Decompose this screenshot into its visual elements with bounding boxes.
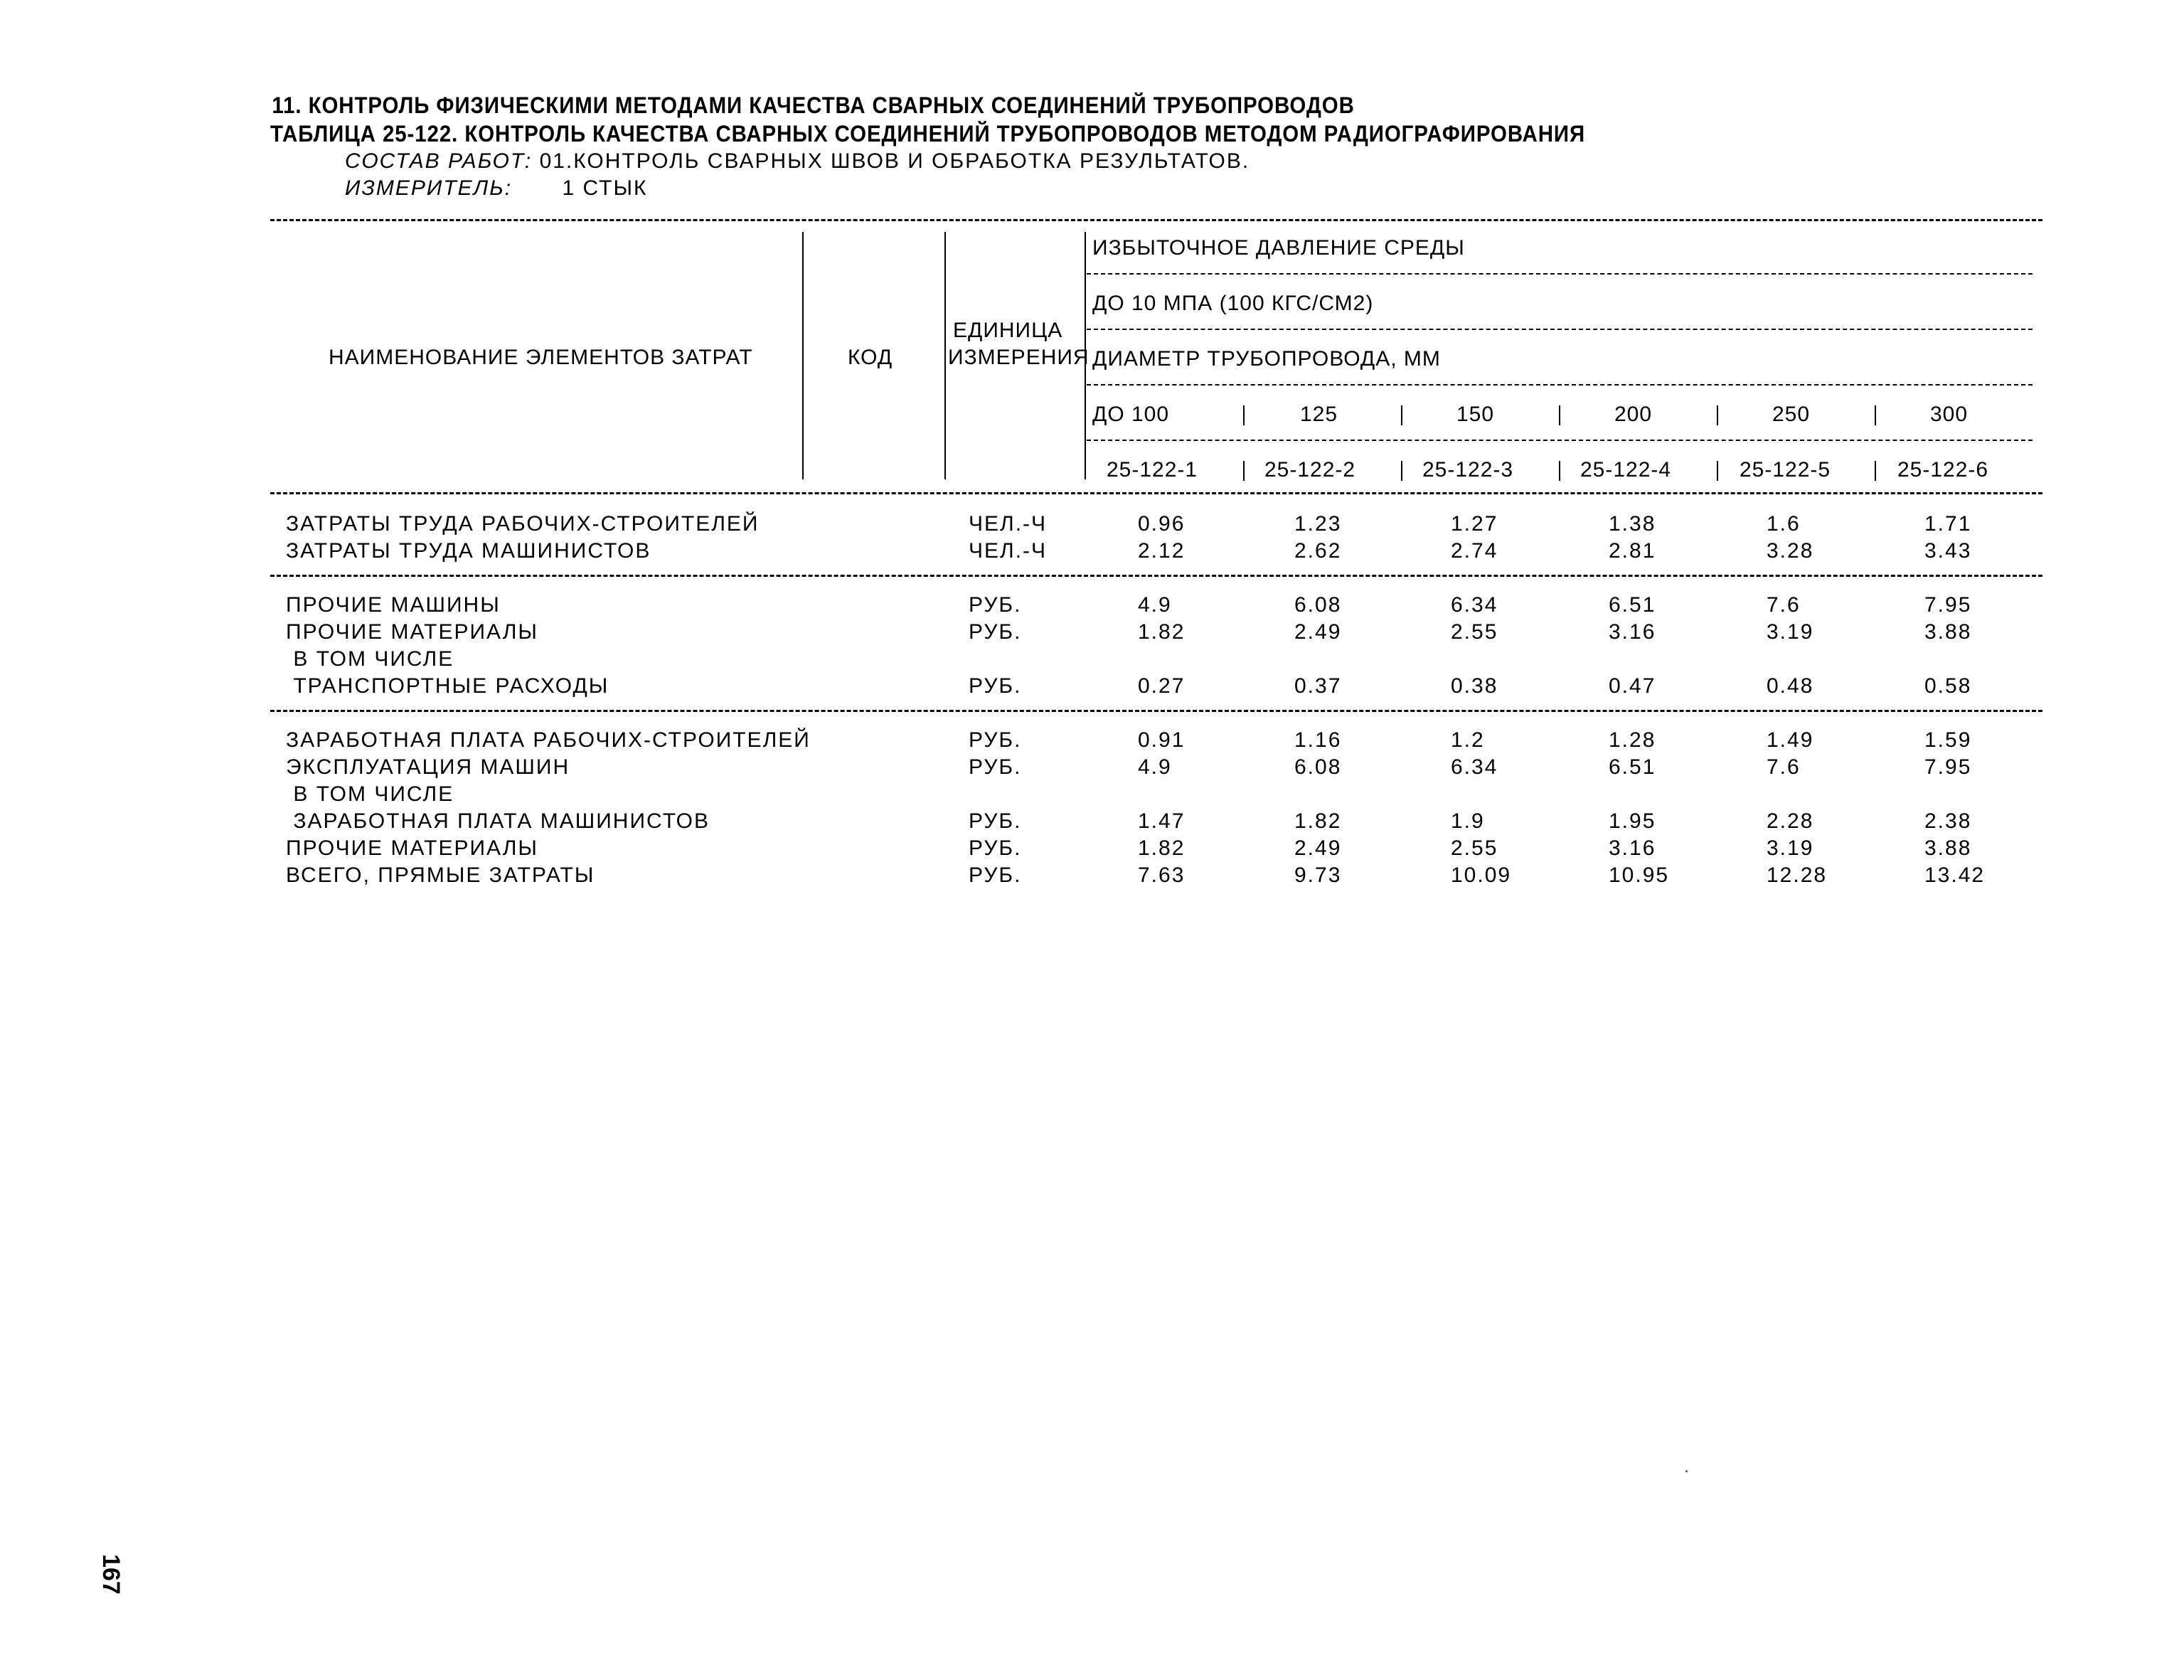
- row-value: 1.95: [1609, 809, 1656, 833]
- row-value: 6.51: [1609, 755, 1656, 779]
- row-name: ВСЕГО, ПРЯМЫЕ ЗАТРАТЫ: [286, 863, 595, 887]
- row-value: 3.19: [1767, 836, 1814, 860]
- header-code-value: 25-122-6: [1897, 458, 1989, 482]
- row-value: 0.48: [1767, 674, 1814, 698]
- row-value: 7.63: [1138, 863, 1186, 887]
- header-column-separator: [1875, 405, 1876, 425]
- header-diameter-value: 125: [1300, 403, 1338, 426]
- table-row: [0, 809, 2184, 836]
- row-value: 2.12: [1138, 539, 1186, 563]
- row-value: 1.23: [1294, 512, 1342, 536]
- measure-value: 1 СТЫК: [562, 176, 648, 200]
- header-diameter-value: 200: [1614, 403, 1653, 426]
- header-column-separator: [1559, 405, 1560, 425]
- table-row: [0, 782, 2184, 809]
- table-row: [0, 755, 2184, 782]
- section-title: 11. КОНТРОЛЬ ФИЗИЧЕСКИМИ МЕТОДАМИ КАЧЕСТВА СВАРНЫХ СОЕДИНЕНИЙ ТРУБОПРОВОДОВ: [272, 92, 1355, 118]
- header-divider: [802, 232, 804, 479]
- row-value: 10.09: [1451, 863, 1512, 887]
- row-value: 3.16: [1609, 836, 1656, 860]
- row-value: 0.58: [1924, 674, 1972, 698]
- row-name: В ТОМ ЧИСЛЕ: [286, 782, 454, 806]
- header-sub-rule: [1087, 384, 2033, 386]
- row-name: ЭКСПЛУАТАЦИЯ МАШИН: [286, 755, 570, 779]
- row-unit: ЧЕЛ.-Ч: [969, 512, 1048, 536]
- table-row: [0, 647, 2184, 674]
- row-name: ЗАРАБОТНАЯ ПЛАТА РАБОЧИХ-СТРОИТЕЛЕЙ: [286, 728, 811, 752]
- header-divider: [944, 232, 946, 479]
- row-value: 0.37: [1294, 674, 1342, 698]
- composition-label: СОСТАВ РАБОТ:: [345, 149, 533, 173]
- header-code-value: 25-122-4: [1580, 458, 1672, 482]
- header-code-column: КОД: [848, 346, 893, 369]
- table-row: [0, 863, 2184, 890]
- header-column-separator: [1717, 461, 1718, 481]
- row-value: 2.55: [1451, 836, 1498, 860]
- row-value: 1.28: [1609, 728, 1656, 752]
- header-sub-rule: [1087, 329, 2033, 330]
- header-code-value: 25-122-1: [1107, 458, 1198, 482]
- table-row: [0, 728, 2184, 755]
- table-row: [0, 620, 2184, 647]
- row-unit: РУБ.: [969, 674, 1022, 698]
- header-unit-column-line2: ИЗМЕРЕНИЯ: [948, 346, 1090, 369]
- row-value: 2.62: [1294, 539, 1342, 563]
- table-row: [0, 512, 2184, 539]
- header-column-separator: [1243, 405, 1245, 425]
- row-value: 6.08: [1294, 755, 1342, 779]
- row-unit: РУБ.: [969, 755, 1022, 779]
- row-unit: РУБ.: [969, 620, 1022, 644]
- row-value: 1.9: [1451, 809, 1485, 833]
- header-diameter: ДИАМЕТР ТРУБОПРОВОДА, ММ: [1092, 347, 1441, 371]
- row-value: 0.91: [1138, 728, 1186, 752]
- row-value: 2.81: [1609, 539, 1656, 563]
- row-value: 2.49: [1294, 836, 1342, 860]
- row-value: 6.34: [1451, 755, 1498, 779]
- measure-line: [345, 176, 648, 201]
- header-column-separator: [1875, 461, 1876, 481]
- row-value: 1.71: [1924, 512, 1972, 536]
- header-column-separator: [1401, 461, 1402, 481]
- row-name: ЗАРАБОТНАЯ ПЛАТА МАШИНИСТОВ: [286, 809, 710, 833]
- row-value: 13.42: [1924, 863, 1986, 887]
- group-separator-rule: [270, 710, 2042, 712]
- header-sub-rule: [1087, 273, 2033, 275]
- row-value: 7.6: [1767, 593, 1801, 617]
- row-value: 3.88: [1924, 836, 1972, 860]
- row-value: 0.96: [1138, 512, 1186, 536]
- row-unit: РУБ.: [969, 728, 1022, 752]
- header-unit-column-line1: ЕДИНИЦА: [953, 319, 1063, 342]
- row-value: 7.95: [1924, 593, 1972, 617]
- header-bottom-rule: [270, 492, 2042, 494]
- row-name: ТРАНСПОРТНЫЕ РАСХОДЫ: [286, 674, 609, 698]
- row-value: 1.82: [1294, 809, 1342, 833]
- row-value: 3.16: [1609, 620, 1656, 644]
- header-code-value: 25-122-3: [1422, 458, 1514, 482]
- row-value: 3.88: [1924, 620, 1972, 644]
- row-name: ПРОЧИЕ МАТЕРИАЛЫ: [286, 836, 538, 860]
- row-unit: РУБ.: [969, 593, 1022, 617]
- composition-line: [345, 149, 1250, 174]
- header-diameter-value: 150: [1456, 403, 1495, 426]
- page-number: 167: [97, 1554, 124, 1595]
- row-value: 7.95: [1924, 755, 1972, 779]
- table-row: [0, 836, 2184, 863]
- header-sub-rule: [1087, 440, 2033, 441]
- row-value: 0.27: [1138, 674, 1186, 698]
- row-unit: РУБ.: [969, 863, 1022, 887]
- row-value: 7.6: [1767, 755, 1801, 779]
- row-value: 3.43: [1924, 539, 1972, 563]
- row-value: 1.82: [1138, 836, 1186, 860]
- row-value: 1.47: [1138, 809, 1186, 833]
- row-value: 0.38: [1451, 674, 1498, 698]
- row-value: 6.34: [1451, 593, 1498, 617]
- header-diameter-value: 250: [1772, 403, 1811, 426]
- table-row: [0, 674, 2184, 701]
- scan-speck: [1685, 1470, 1688, 1472]
- header-diameter-value: ДО 100: [1092, 403, 1170, 426]
- row-value: 9.73: [1294, 863, 1342, 887]
- header-code-value: 25-122-5: [1740, 458, 1831, 482]
- row-value: 2.55: [1451, 620, 1498, 644]
- row-value: 1.38: [1609, 512, 1656, 536]
- row-value: 10.95: [1609, 863, 1670, 887]
- header-column-separator: [1717, 405, 1718, 425]
- row-value: 4.9: [1138, 593, 1172, 617]
- row-value: 4.9: [1138, 755, 1172, 779]
- row-name: ПРОЧИЕ МАТЕРИАЛЫ: [286, 620, 538, 644]
- row-value: 2.74: [1451, 539, 1498, 563]
- row-value: 1.82: [1138, 620, 1186, 644]
- header-pressure-range: ДО 10 МПА (100 КГС/СМ2): [1092, 292, 1374, 315]
- row-unit: РУБ.: [969, 809, 1022, 833]
- row-value: 1.16: [1294, 728, 1342, 752]
- table-row: [0, 593, 2184, 620]
- row-value: 2.38: [1924, 809, 1972, 833]
- row-value: 0.47: [1609, 674, 1656, 698]
- row-value: 12.28: [1767, 863, 1828, 887]
- row-value: 1.27: [1451, 512, 1498, 536]
- header-diameter-value: 300: [1930, 403, 1969, 426]
- header-code-value: 25-122-2: [1264, 458, 1356, 482]
- row-name: ЗАТРАТЫ ТРУДА РАБОЧИХ-СТРОИТЕЛЕЙ: [286, 512, 760, 536]
- row-value: 2.28: [1767, 809, 1814, 833]
- table-top-rule: [270, 219, 2042, 221]
- composition-value: 01.КОНТРОЛЬ СВАРНЫХ ШВОВ И ОБРАБОТКА РЕЗУЛЬТАТОВ.: [539, 149, 1250, 173]
- header-column-separator: [1243, 461, 1245, 481]
- row-value: 3.28: [1767, 539, 1814, 563]
- table-row: [0, 539, 2184, 566]
- row-value: 2.49: [1294, 620, 1342, 644]
- row-value: 6.08: [1294, 593, 1342, 617]
- row-value: 1.59: [1924, 728, 1972, 752]
- row-value: 6.51: [1609, 593, 1656, 617]
- row-unit: РУБ.: [969, 836, 1022, 860]
- header-column-separator: [1559, 461, 1560, 481]
- header-column-separator: [1401, 405, 1402, 425]
- row-name: ПРОЧИЕ МАШИНЫ: [286, 593, 501, 617]
- row-name: В ТОМ ЧИСЛЕ: [286, 647, 454, 671]
- header-pressure: ИЗБЫТОЧНОЕ ДАВЛЕНИЕ СРЕДЫ: [1092, 236, 1465, 260]
- header-name-column: НАИМЕНОВАНИЕ ЭЛЕМЕНТОВ ЗАТРАТ: [329, 346, 753, 369]
- group-separator-rule: [270, 575, 2042, 577]
- row-value: 1.49: [1767, 728, 1814, 752]
- row-value: 3.19: [1767, 620, 1814, 644]
- row-value: 1.6: [1767, 512, 1801, 536]
- row-name: ЗАТРАТЫ ТРУДА МАШИНИСТОВ: [286, 539, 651, 563]
- measure-label: ИЗМЕРИТЕЛЬ:: [345, 176, 513, 200]
- row-unit: ЧЕЛ.-Ч: [969, 539, 1048, 563]
- table-title: ТАБЛИЦА 25-122. КОНТРОЛЬ КАЧЕСТВА СВАРНЫХ СОЕДИНЕНИЙ ТРУБОПРОВОДОВ МЕТОДОМ РАДИОГРАФИРОВАНИЯ: [270, 121, 1586, 147]
- row-value: 1.2: [1451, 728, 1485, 752]
